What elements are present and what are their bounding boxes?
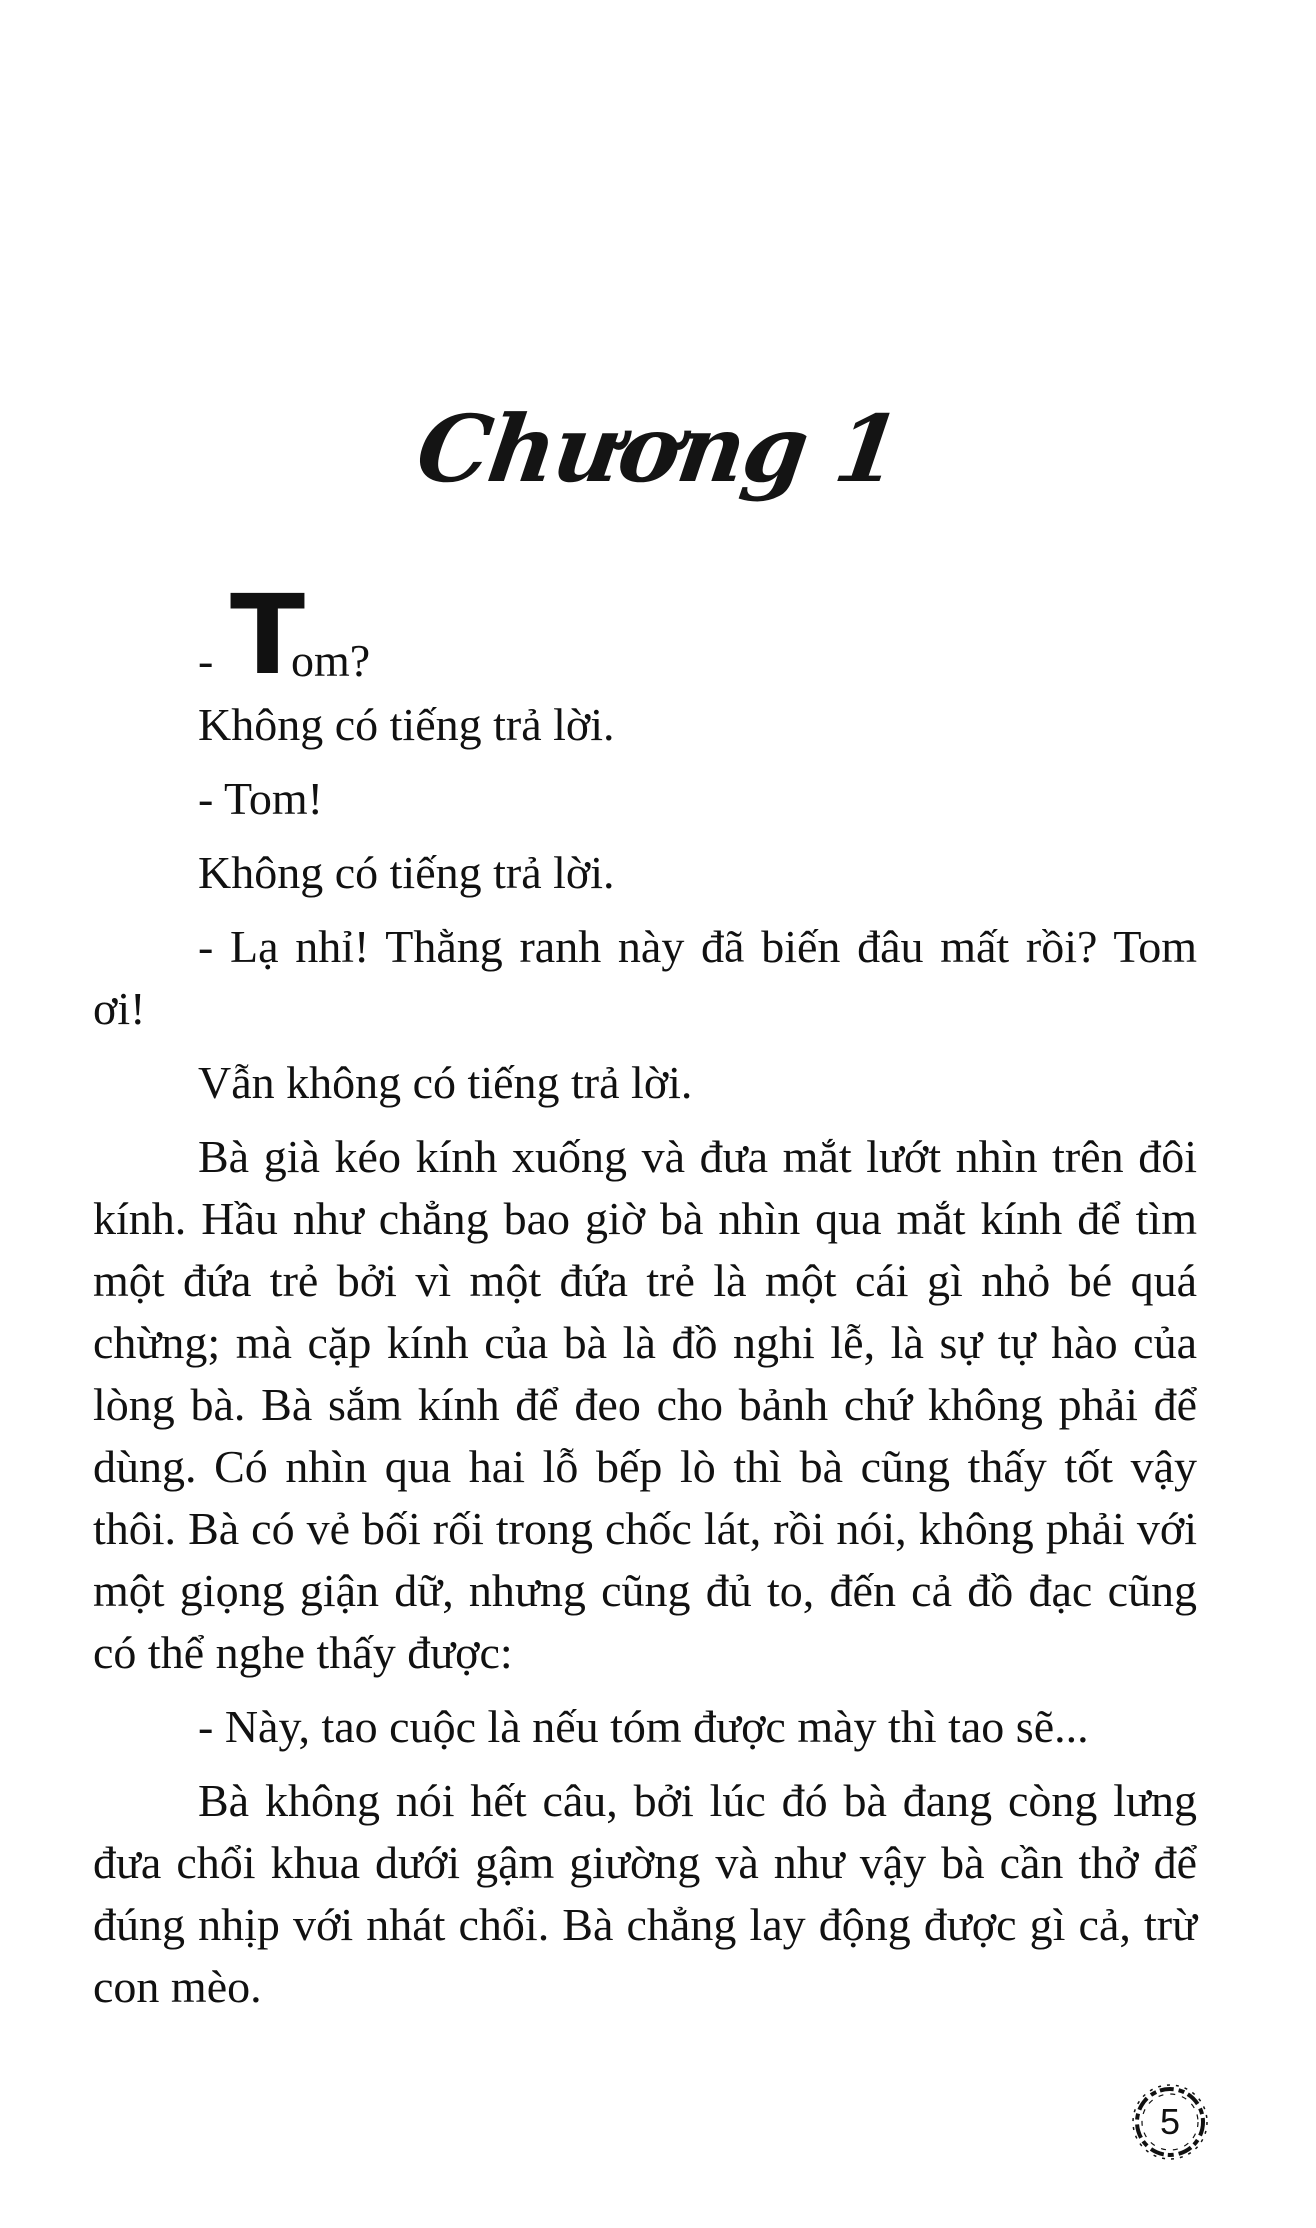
paragraph: Bà không nói hết câu, bởi lúc đó bà đang còng lưng đưa chổi khua dưới gậm giường và như vậy bà cần thở để đúng nhịp với nhát chổi. Bà chẳng lay động được gì cả, trừ con mèo. — [93, 1775, 1197, 2012]
paragraph: Không có tiếng trả lời. — [198, 699, 615, 750]
paragraph: - Tom! — [198, 773, 323, 824]
page-number: 5 — [1159, 2101, 1181, 2142]
chapter-body — [93, 571, 1197, 2030]
drop-cap: T — [230, 571, 306, 699]
page-number-badge — [1128, 2080, 1212, 2164]
paragraph: Bà già kéo kính xuống và đưa mắt lướt nhìn trên đôi kính. Hầu như chẳng bao giờ bà nhìn qua mắt kính để tìm một đứa trẻ bởi vì một đứa trẻ là một cái gì nhỏ bé quá chừng; mà cặp kính của bà là đồ nghi lễ, là sự tự hào của lòng bà. Bà sắm kính để đeo cho bảnh chứ không phải để dùng. Có nhìn qua hai lỗ bếp lò thì bà cũng thấy tốt vậy thôi. Bà có vẻ bối rối trong chốc lát, rồi nói, không phải với một giọng giận dữ, nhưng cũng đủ to, đến cả đồ đạc cũng có thể nghe thấy được: — [93, 1131, 1197, 1678]
paragraph: Vẫn không có tiếng trả lời. — [198, 1057, 693, 1108]
paragraph: Không có tiếng trả lời. — [198, 847, 615, 898]
opening-line — [93, 571, 1197, 699]
paragraph: - Này, tao cuộc là nếu tóm được mày thì tao sẽ... — [198, 1701, 1089, 1752]
opening-rest: om? — [291, 635, 371, 686]
opening-dash: - — [198, 635, 214, 686]
chapter-title: Chương 1 — [410, 395, 906, 503]
paragraph: - Lạ nhỉ! Thằng ranh này đã biến đâu mất rồi? Tom ơi! — [93, 921, 1197, 1034]
